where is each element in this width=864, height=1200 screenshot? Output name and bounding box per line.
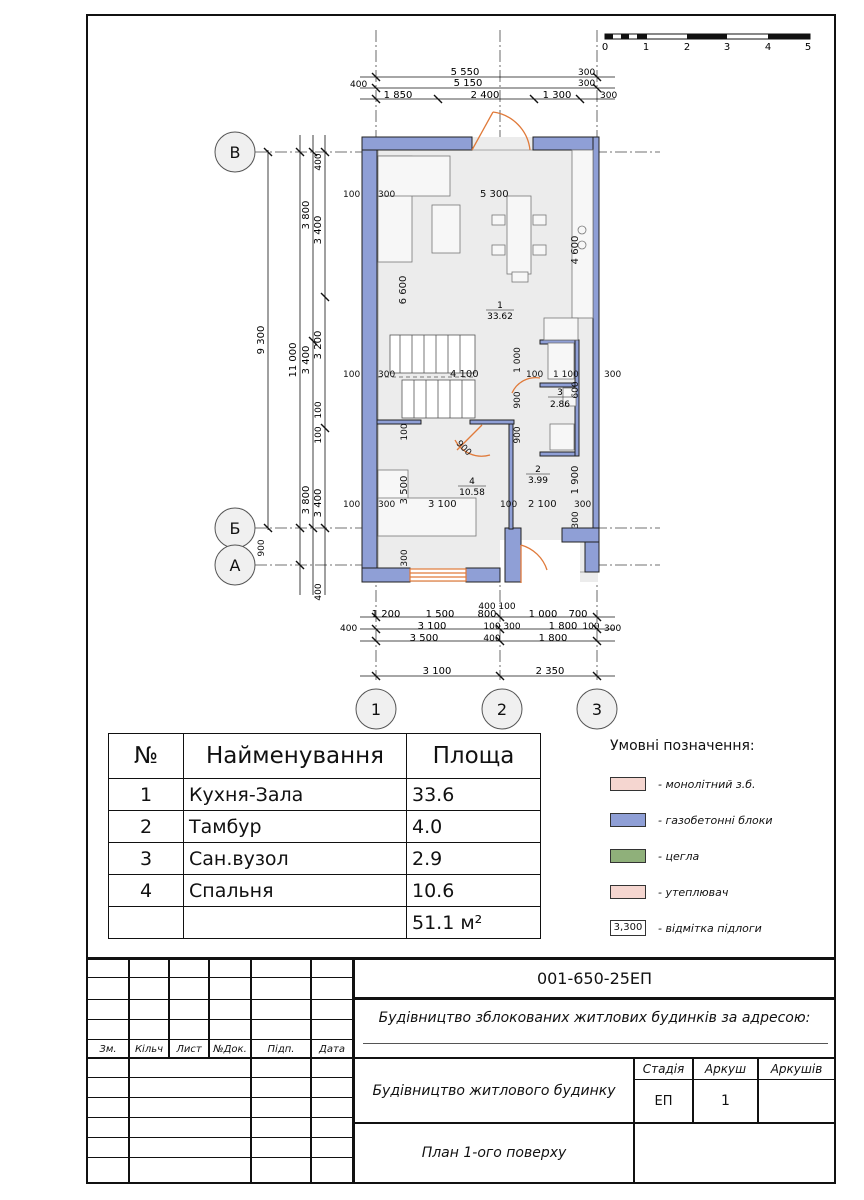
dim-top-5550: 5 550 bbox=[450, 67, 480, 78]
axis-label-a: А bbox=[229, 556, 241, 575]
rooms-table-header bbox=[109, 734, 541, 779]
total-empty-1 bbox=[109, 907, 184, 939]
scale-bar bbox=[602, 34, 811, 53]
room-area: 2.9 bbox=[407, 843, 541, 875]
dim-in-22: 100 bbox=[500, 500, 518, 510]
room-number: 3 bbox=[109, 843, 184, 875]
scale-tick-2: 2 bbox=[683, 42, 691, 53]
legend bbox=[610, 738, 830, 946]
dim-left-3800b: 3 800 bbox=[301, 485, 312, 515]
legend-swatch-blocks bbox=[610, 813, 646, 827]
room-name: Тамбур bbox=[184, 811, 407, 843]
col-ndok: №Док. bbox=[213, 1043, 247, 1055]
col-zm: Зм. bbox=[99, 1043, 117, 1055]
dim-left-3400a: 3 400 bbox=[313, 215, 324, 245]
stage-header: Стадія bbox=[642, 1062, 685, 1076]
room-name: Сан.вузол bbox=[184, 843, 407, 875]
col-lyst: Лист bbox=[176, 1043, 202, 1055]
drawing-code: 001-650-25ЕП bbox=[536, 969, 653, 988]
dim-bot-3500: 3 500 bbox=[409, 633, 439, 644]
axis-label-b: Б bbox=[229, 519, 241, 538]
dim-top-300c: 300 bbox=[600, 91, 618, 101]
room-tag-3-num: 3 bbox=[557, 388, 563, 398]
rooms-table bbox=[108, 733, 541, 939]
dim-in-3: 6 600 bbox=[398, 275, 409, 305]
room-tag-3-area: 2.86 bbox=[549, 400, 571, 410]
dim-in-16: 900 bbox=[453, 438, 474, 459]
dim-in-2: 5 300 bbox=[480, 189, 509, 200]
dim-left-11000: 11 000 bbox=[288, 342, 299, 378]
scale-tick-1: 1 bbox=[642, 42, 650, 53]
room-tag-2-area: 3.99 bbox=[527, 476, 549, 486]
dim-in-1: 300 bbox=[378, 190, 396, 200]
dim-bot-100b: 100 bbox=[582, 622, 600, 632]
dim-left-3200: 3 200 bbox=[313, 330, 324, 360]
legend-label: - утеплювач bbox=[658, 885, 729, 899]
legend-item bbox=[610, 910, 830, 946]
dim-in-24: 300 bbox=[574, 500, 592, 510]
dim-bot-700: 700 bbox=[568, 609, 588, 620]
dim-bot-3100b: 3 100 bbox=[422, 666, 452, 677]
dim-in-6: 100 bbox=[343, 370, 361, 380]
dim-top-400: 400 bbox=[350, 80, 368, 90]
table-row bbox=[109, 843, 541, 875]
scale-tick-5: 5 bbox=[804, 42, 812, 53]
scale-tick-3: 3 bbox=[723, 42, 731, 53]
legend-label: - газобетонні блоки bbox=[658, 813, 773, 827]
dim-in-10: 1 100 bbox=[553, 370, 579, 380]
dim-in-11: 300 bbox=[604, 370, 622, 380]
legend-swatch-brick bbox=[610, 849, 646, 863]
dim-bot-3100: 3 100 bbox=[417, 621, 447, 632]
dim-in-14: 900 bbox=[513, 426, 523, 444]
room-tag-2-num: 2 bbox=[535, 465, 541, 475]
dim-bot-1800a: 1 800 bbox=[548, 621, 578, 632]
room-number: 2 bbox=[109, 811, 184, 843]
dim-bot-1000: 1 000 bbox=[528, 609, 558, 620]
legend-swatch-insulation bbox=[610, 885, 646, 899]
dim-in-9: 100 bbox=[526, 370, 544, 380]
scale-tick-0: 0 bbox=[601, 42, 609, 53]
legend-item bbox=[610, 766, 830, 802]
table-row bbox=[109, 875, 541, 907]
title-block bbox=[88, 957, 834, 1182]
stage-value: ЕП bbox=[654, 1093, 673, 1109]
axis-label-3: 3 bbox=[591, 700, 603, 719]
legend-item bbox=[610, 838, 830, 874]
sheet-header: Аркуш bbox=[704, 1062, 747, 1076]
legend-swatch-concrete bbox=[610, 777, 646, 791]
dim-left-400b: 400 bbox=[314, 583, 324, 601]
room-area: 10.6 bbox=[407, 875, 541, 907]
building-name: Будівництво житлового будинку bbox=[372, 1082, 616, 1099]
dim-in-13: 900 bbox=[513, 391, 523, 409]
col-data: Дата bbox=[319, 1043, 345, 1055]
table-row bbox=[109, 779, 541, 811]
room-number: 4 bbox=[109, 875, 184, 907]
dim-bot-400: 400 bbox=[340, 624, 358, 634]
legend-label: - відмітка підлоги bbox=[658, 921, 762, 935]
dim-in-23: 2 100 bbox=[528, 499, 557, 510]
dim-in-18: 1 900 bbox=[570, 465, 581, 495]
dim-left-400a: 400 bbox=[314, 153, 324, 171]
dim-left-3800a: 3 800 bbox=[301, 200, 312, 230]
dim-bot-2350: 2 350 bbox=[535, 666, 565, 677]
room-name: Кухня-Зала bbox=[184, 779, 407, 811]
total-area: 51.1 м² bbox=[407, 907, 541, 939]
axis-label-v: В bbox=[229, 143, 241, 162]
dim-in-7: 300 bbox=[378, 370, 396, 380]
dim-top-1300: 1 300 bbox=[542, 90, 572, 101]
dim-in-15: 600 bbox=[571, 381, 581, 399]
dim-bot-1500: 1 500 bbox=[425, 609, 455, 620]
room-tag-4-num: 4 bbox=[469, 477, 475, 487]
dim-in-26: 300 bbox=[571, 511, 581, 529]
legend-label: - монолітний з.б. bbox=[658, 777, 756, 791]
header-name: Найменування bbox=[184, 734, 407, 779]
dim-in-5: 1 000 bbox=[513, 347, 523, 373]
room-area: 4.0 bbox=[407, 811, 541, 843]
dim-in-12: 100 bbox=[400, 423, 410, 441]
dim-bot-400-100: 400 100 bbox=[478, 602, 516, 612]
dim-in-20: 300 bbox=[378, 500, 396, 510]
room-number: 1 bbox=[109, 779, 184, 811]
dim-in-0: 100 bbox=[343, 190, 361, 200]
legend-title: Умовні позначення: bbox=[610, 738, 755, 754]
project-address: Будівництво зблокованих житлових будинків за адресою: bbox=[378, 1010, 811, 1026]
dim-in-27: 900 bbox=[257, 539, 267, 557]
dim-bot-300b: 300 bbox=[604, 624, 622, 634]
dim-in-19: 100 bbox=[343, 500, 361, 510]
room-tag-4-area: 10.58 bbox=[459, 488, 485, 498]
col-pidp: Підп. bbox=[267, 1043, 295, 1055]
dim-bot-1800b: 1 800 bbox=[538, 633, 568, 644]
legend-label: - цегла bbox=[658, 849, 700, 863]
header-area: Площа bbox=[407, 734, 541, 779]
room-tag-1-num: 1 bbox=[497, 301, 503, 311]
sheets-header: Аркушів bbox=[770, 1062, 823, 1076]
dim-bot-300a: 300 bbox=[503, 622, 521, 632]
sheets-value bbox=[759, 1080, 834, 1122]
dim-bot-800: 800 bbox=[477, 609, 497, 620]
dim-left-100b: 100 bbox=[314, 426, 324, 444]
table-row bbox=[109, 811, 541, 843]
dim-in-4: 4 600 bbox=[570, 235, 581, 265]
axis-label-2: 2 bbox=[496, 700, 508, 719]
legend-item bbox=[610, 802, 830, 838]
dim-left-9300: 9 300 bbox=[256, 325, 267, 355]
dim-bot-100a: 100 bbox=[483, 622, 501, 632]
dim-in-8: 4 100 bbox=[450, 369, 479, 380]
total-empty-2 bbox=[184, 907, 407, 939]
dim-top-2400: 2 400 bbox=[470, 90, 500, 101]
window bbox=[410, 569, 466, 581]
sheet-title: План 1-ого поверху bbox=[421, 1145, 567, 1161]
legend-item bbox=[610, 874, 830, 910]
dim-left-3400c: 3 400 bbox=[313, 488, 324, 518]
col-kilch: Кільч bbox=[134, 1043, 164, 1055]
dim-top-300a: 300 bbox=[578, 68, 596, 78]
scale-tick-4: 4 bbox=[764, 42, 772, 53]
dim-top-1850: 1 850 bbox=[383, 90, 413, 101]
table-total-row bbox=[109, 907, 541, 939]
dim-bot-1200: 1 200 bbox=[371, 609, 401, 620]
room-tag-1-area: 33.62 bbox=[487, 312, 513, 322]
dim-top-300b: 300 bbox=[578, 79, 596, 89]
room-area: 33.6 bbox=[407, 779, 541, 811]
dim-bot-400b: 400 bbox=[483, 634, 501, 644]
header-number: № bbox=[109, 734, 184, 779]
legend-floor-mark: 3,300 bbox=[610, 920, 646, 936]
dim-in-17: 3 500 bbox=[399, 475, 410, 505]
axis-label-1: 1 bbox=[370, 700, 382, 719]
sheet-value: 1 bbox=[721, 1093, 730, 1109]
dim-top-5150: 5 150 bbox=[453, 78, 483, 89]
dim-left-100a: 100 bbox=[314, 401, 324, 419]
dim-left-3400b: 3 400 bbox=[301, 345, 312, 375]
room-name: Спальня bbox=[184, 875, 407, 907]
dim-in-21: 3 100 bbox=[428, 499, 457, 510]
dim-in-25: 300 bbox=[400, 549, 410, 567]
